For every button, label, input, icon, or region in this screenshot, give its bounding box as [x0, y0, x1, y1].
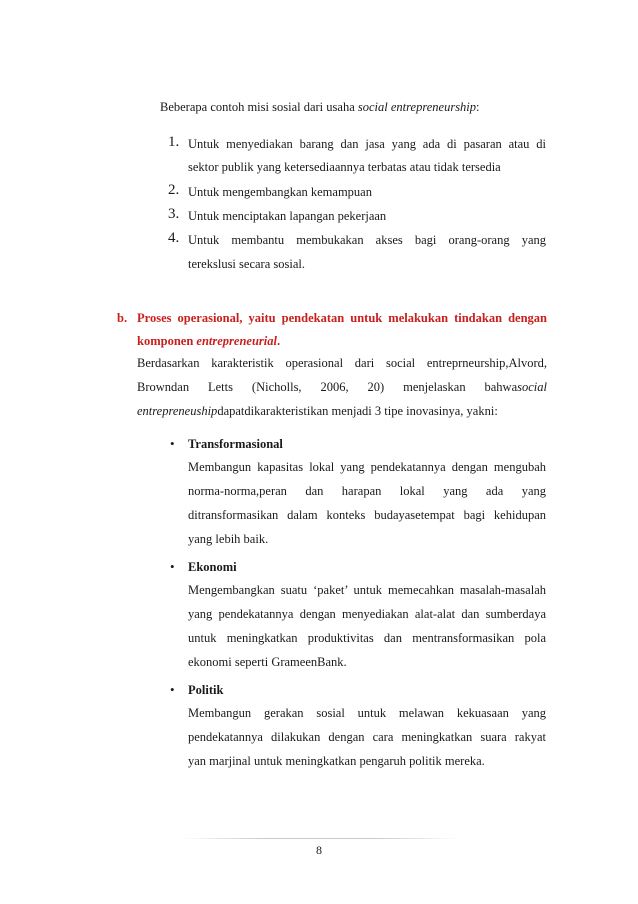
body-italic-term: social: [517, 380, 547, 394]
mission-line: sektor publik yang ketersediaannya terbatas atau tidak tersedia: [188, 160, 501, 174]
mission-line: Untuk menyediakan barang dan jasa yang ada di pasaran atau di: [188, 137, 546, 151]
type-line: yan marjinal untuk meningkatkan pengaruh politik mereka.: [188, 754, 485, 768]
bullet-icon: •: [170, 559, 175, 574]
mission-number: 1.: [168, 134, 180, 150]
heading-italic-term: entrepreneurial: [196, 334, 277, 348]
body-line1: Berdasarkan karakteristik operasional dari social entreprneurship,Alvord,: [137, 356, 547, 370]
body-line2: [137, 380, 547, 395]
body-italic-term: entrepreneuship: [137, 404, 218, 418]
type-line: untuk meningkatkan produktivitas dan mentransformasikan pola: [188, 631, 546, 645]
mission-number: 4.: [168, 230, 180, 246]
type-line: ekonomi seperti GrameenBank.: [188, 655, 347, 669]
mission-number: 2.: [168, 182, 180, 198]
type-line: Membangun gerakan sosial untuk melawan kekuasaan yang: [188, 706, 546, 720]
bullet-icon: •: [170, 436, 175, 451]
body-text: dapatdikarakteristikan menjadi 3 tipe inovasinya, yakni:: [217, 404, 498, 418]
mission-line: Untuk menciptakan lapangan pekerjaan: [188, 209, 387, 223]
type-line: yang pendekatannya dengan menyediakan alat-alat dan sumberdaya: [188, 607, 546, 621]
intro-paragraph: [160, 100, 480, 115]
section-marker: b.: [117, 311, 128, 325]
heading-text: komponen: [137, 334, 197, 348]
mission-line: terekslusi secara sosial.: [188, 257, 305, 271]
type-line: pendekatannya dilakukan dengan cara meningkatkan suara rakyat: [188, 730, 546, 744]
intro-italic-term: social entrepreneurship: [357, 100, 477, 114]
section-heading-line2: [137, 334, 280, 349]
footer-divider: [180, 838, 460, 839]
section-heading-line1: Proses operasional, yaitu pendekatan untuk melakukan tindakan dengan: [137, 311, 547, 325]
body-text: Browndan Letts (Nicholls, 2006, 20) menjelaskan bahwa: [137, 380, 518, 394]
body-line3: [137, 404, 498, 419]
type-line: norma-norma,peran dan harapan lokal yang ada yang: [188, 484, 546, 498]
type-line: Mengembangkan suatu ‘paket’ untuk memecahkan masalah-masalah: [188, 583, 546, 597]
type-title: Politik: [188, 683, 224, 697]
intro-text: Beberapa contoh misi sosial dari usaha: [160, 100, 358, 114]
intro-colon: :: [476, 100, 480, 114]
mission-line: Untuk membantu membukakan akses bagi orang-orang yang: [188, 233, 546, 247]
type-title: Transformasional: [188, 437, 283, 451]
heading-period: .: [276, 334, 281, 348]
mission-line: Untuk mengembangkan kemampuan: [188, 185, 372, 199]
mission-number: 3.: [168, 206, 180, 222]
bullet-icon: •: [170, 682, 175, 697]
type-line: yang lebih baik.: [188, 532, 269, 546]
type-line: Membangun kapasitas lokal yang pendekatannya dengan mengubah: [188, 460, 546, 474]
type-title: Ekonomi: [188, 560, 237, 574]
type-line: ditransformasikan dalam konteks budayasetempat bagi kehidupan: [188, 508, 546, 522]
page-number: 8: [316, 843, 322, 857]
